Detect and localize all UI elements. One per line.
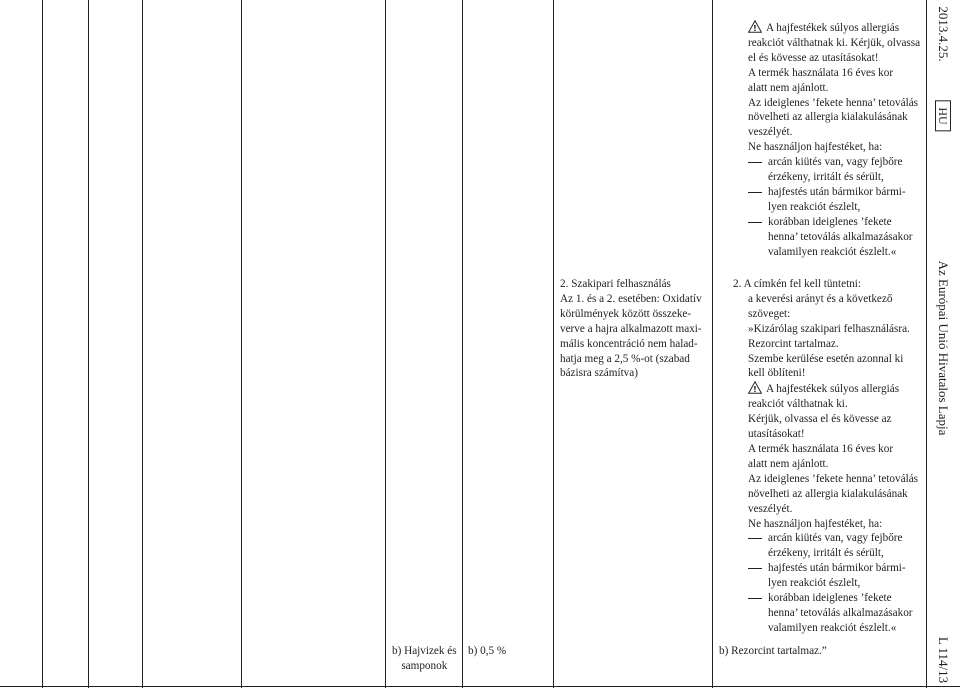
dash-mark bbox=[748, 192, 762, 193]
text-line: hajfestés után bármikor bármi- bbox=[768, 562, 906, 575]
text-line: Kérjük, olvassa el és kövesse az bbox=[748, 413, 892, 426]
text-line: b) Rezorcint tartalmaz.” bbox=[719, 645, 827, 657]
column-rule-4 bbox=[241, 0, 242, 688]
text-line: kell öblíteni! bbox=[748, 367, 806, 380]
column-rule-2 bbox=[88, 0, 89, 688]
column-rule-1 bbox=[42, 0, 43, 688]
label-cell bbox=[719, 644, 827, 659]
svg-text:!: ! bbox=[753, 24, 757, 33]
dash-item bbox=[748, 185, 920, 215]
warning-line: ! A hajfestékek súlyos allergiás bbox=[748, 381, 918, 397]
page-reference: L 114/13 bbox=[936, 636, 951, 684]
text-line: Ne használjon hajfestéket, ha: bbox=[748, 517, 883, 530]
text-line: lyen reakciót észlelt, bbox=[768, 577, 861, 590]
text-line: valamilyen reakciót észlelt.« bbox=[768, 621, 897, 634]
text-line: reakciót válthatnak ki. bbox=[748, 398, 848, 411]
warning-triangle-icon bbox=[748, 381, 762, 394]
top-label-text bbox=[748, 20, 920, 260]
side-margin bbox=[926, 0, 960, 688]
text-line: Ne használjon hajfestéket, ha: bbox=[748, 141, 883, 154]
text-line: valamilyen reakciót észlelt.« bbox=[768, 245, 897, 258]
text-line: szöveget: bbox=[748, 307, 791, 320]
section-heading: 2. Szakipari felhasználás bbox=[560, 278, 671, 290]
text-line: Az ideiglenes ’fekete henna’ tetoválás bbox=[748, 96, 919, 109]
column-rule-5 bbox=[385, 0, 386, 688]
text-line: bázisra számítva) bbox=[560, 367, 638, 380]
dash-item bbox=[748, 591, 918, 636]
dash-mark bbox=[748, 568, 762, 569]
product-cell bbox=[392, 644, 457, 674]
text-line: »Kizárólag szakipari felhasználásra. bbox=[748, 322, 910, 335]
text-line: korábban ideiglenes ’fekete bbox=[768, 215, 892, 228]
text-line: érzékeny, irritált és sérült, bbox=[768, 547, 884, 560]
dash-mark bbox=[748, 598, 762, 599]
text-line: mális koncentráció nem halad- bbox=[560, 337, 698, 350]
dash-item bbox=[748, 531, 918, 561]
text-line: alatt nem ajánlott. bbox=[748, 457, 829, 470]
column-rule-6 bbox=[462, 0, 463, 688]
text-line: hajfestés után bármikor bármi- bbox=[768, 185, 906, 198]
text-line: növelheti az allergia kialakulásának bbox=[748, 111, 908, 124]
text-line: hatja meg a 2,5 %-ot (szabad bbox=[560, 352, 690, 365]
text-line: el és kövesse az utasításokat! bbox=[748, 51, 879, 64]
text-line: A termék használata 16 éves kor bbox=[748, 66, 894, 79]
column-rule-7 bbox=[553, 0, 554, 688]
dash-mark bbox=[748, 162, 762, 163]
bottom-rule bbox=[0, 686, 960, 687]
svg-text:!: ! bbox=[753, 385, 757, 395]
text-line: b) 0,5 % bbox=[468, 645, 507, 657]
text-line: növelheti az allergia kialakulásának bbox=[748, 487, 908, 500]
text-line: b) Hajvizek és bbox=[392, 645, 457, 657]
text-line: érzékeny, irritált és sérült, bbox=[768, 171, 884, 184]
column-rule-8 bbox=[712, 0, 713, 688]
text-line: lyen reakciót észlelt, bbox=[768, 200, 861, 213]
text-line: Szembe kerülése esetén azonnal ki bbox=[748, 352, 904, 365]
dash-item bbox=[748, 215, 920, 260]
warning-line: ! A hajfestékek súlyos allergiás bbox=[748, 20, 920, 36]
language-badge: HU bbox=[935, 100, 951, 131]
professional-use-text bbox=[560, 277, 702, 381]
text-line: henna’ tetoválás alkalmazásakor bbox=[768, 606, 913, 619]
text-line: arcán kiütés van, vagy fejbőre bbox=[768, 156, 903, 169]
label-requirements-text bbox=[733, 277, 918, 636]
text-line: utasításokat! bbox=[748, 428, 805, 441]
warning-triangle-icon bbox=[748, 20, 762, 33]
text-line: verve a hajra alkalmazott maxi- bbox=[560, 322, 702, 335]
text-line: samponok bbox=[401, 659, 448, 672]
journal-title: Az Európai Unió Hivatalos Lapja bbox=[936, 260, 951, 436]
text-line: arcán kiütés van, vagy fejbőre bbox=[768, 532, 903, 545]
text-line: A termék használata 16 éves kor bbox=[748, 442, 894, 455]
publication-date: 2013.4.25. bbox=[936, 6, 951, 62]
column-rule-3 bbox=[142, 0, 143, 688]
concentration-cell bbox=[468, 644, 506, 659]
text-line: veszélyét. bbox=[748, 502, 793, 515]
text-line: Az ideiglenes ’fekete henna’ tetoválás bbox=[748, 472, 919, 485]
text-line: a keverési arányt és a következő bbox=[748, 292, 893, 305]
dash-mark bbox=[748, 222, 762, 223]
text-line: körülmények között összeke- bbox=[560, 307, 692, 320]
section-heading: 2. A címkén fel kell tüntetni: bbox=[733, 278, 862, 290]
text-line: Rezorcint tartalmaz. bbox=[748, 337, 839, 350]
text-line: henna’ tetoválás alkalmazásakor bbox=[768, 230, 913, 243]
dash-mark bbox=[748, 538, 762, 539]
text-line: Az 1. és a 2. esetében: Oxidatív bbox=[560, 292, 702, 305]
text-line: alatt nem ajánlott. bbox=[748, 81, 829, 94]
language-code bbox=[935, 100, 951, 131]
text-line: reakciót válthatnak ki. Kérjük, olvassa bbox=[748, 36, 921, 49]
text-line: korábban ideiglenes ’fekete bbox=[768, 592, 892, 605]
dash-item bbox=[748, 155, 920, 185]
dash-item bbox=[748, 561, 918, 591]
text-line: veszélyét. bbox=[748, 126, 793, 139]
